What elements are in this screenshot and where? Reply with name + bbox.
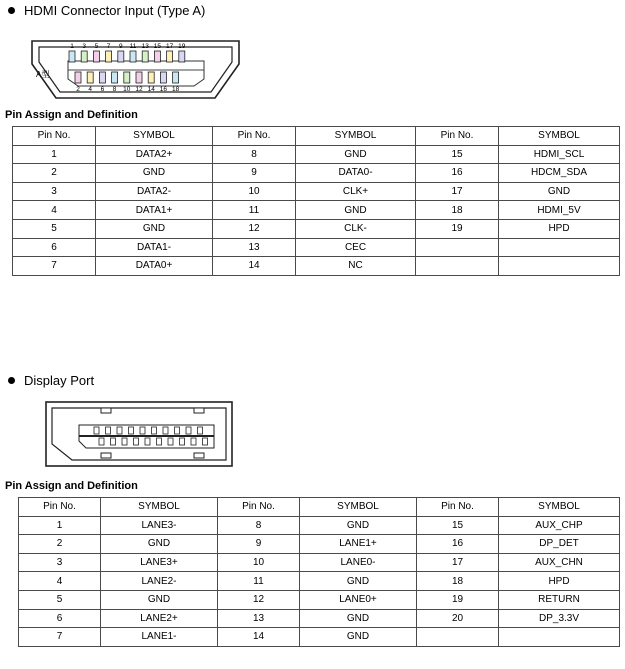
hdmi-heading (8, 3, 205, 18)
pin-symbol-cell: LANE0- (300, 553, 417, 572)
pin-number-cell: 1 (19, 516, 101, 535)
pin-number-cell: 3 (19, 553, 101, 572)
pin-number-cell: 8 (218, 516, 300, 535)
dp-pin-contact (106, 427, 111, 434)
pin-number-cell: 10 (213, 182, 296, 201)
pin-number-cell: 13 (213, 238, 296, 257)
pin-number-cell: 18 (416, 201, 499, 220)
table-row (19, 628, 620, 647)
pin-symbol-cell: GND (499, 182, 620, 201)
hdmi-pin-contact (112, 72, 118, 83)
pin-symbol-cell: DP_DET (499, 535, 620, 554)
hdmi-pin-number: 14 (147, 86, 155, 93)
pin-no-header: Pin No. (417, 498, 499, 517)
pin-symbol-cell: DATA0+ (96, 257, 213, 276)
dp-pin-contact (152, 427, 157, 434)
hdmi-pin-number: 5 (94, 43, 99, 50)
pin-symbol-cell: LANE2+ (101, 609, 218, 628)
hdmi-pin-number: 1 (70, 43, 74, 50)
table-header-row (19, 498, 620, 517)
pin-number-cell: 7 (13, 257, 96, 276)
dp-pin-contact (168, 438, 173, 445)
pin-symbol-cell: NC (296, 257, 416, 276)
pin-number-cell: 7 (19, 628, 101, 647)
hdmi-pin-number: 7 (106, 43, 111, 50)
pin-symbol-cell (499, 628, 620, 647)
pin-symbol-cell: AUX_CHP (499, 516, 620, 535)
pin-number-cell: 6 (19, 609, 101, 628)
pin-symbol-cell: HPD (499, 572, 620, 591)
pin-no-header: Pin No. (213, 127, 296, 146)
pin-symbol-cell: DATA1- (96, 238, 213, 257)
pin-number-cell: 16 (417, 535, 499, 554)
dp-pin-contact (198, 427, 203, 434)
pin-number-cell: 19 (417, 590, 499, 609)
dp-pin-contact (180, 438, 185, 445)
pin-number-cell: 12 (213, 219, 296, 238)
pin-number-cell: 14 (213, 257, 296, 276)
hdmi-pin-contact (81, 51, 87, 62)
pin-no-header: Pin No. (19, 498, 101, 517)
pin-symbol-cell: RETURN (499, 590, 620, 609)
hdmi-pin-number: 2 (76, 86, 80, 93)
pin-number-cell: 4 (19, 572, 101, 591)
pin-symbol-cell: HDCM_SDA (499, 164, 620, 183)
hdmi-pin-number: 13 (141, 43, 149, 50)
pin-no-header: Pin No. (218, 498, 300, 517)
pin-symbol-cell: GND (96, 219, 213, 238)
pin-symbol-cell: DATA0- (296, 164, 416, 183)
dp-pin-contact (134, 438, 139, 445)
dp-pin-contact (99, 438, 104, 445)
table-row (13, 145, 620, 164)
hdmi-pin-contact (148, 72, 154, 83)
pin-symbol-cell: LANE2- (101, 572, 218, 591)
pin-number-cell: 5 (19, 590, 101, 609)
hdmi-pin-contact (160, 72, 166, 83)
pin-number-cell: 2 (19, 535, 101, 554)
pin-number-cell: 12 (218, 590, 300, 609)
pin-number-cell: 3 (13, 182, 96, 201)
pin-symbol-cell: GND (96, 164, 213, 183)
pin-number-cell: 6 (13, 238, 96, 257)
hdmi-heading-text: HDMI Connector Input (Type A) (24, 3, 206, 18)
pin-number-cell: 17 (417, 553, 499, 572)
hdmi-pin-table (12, 126, 620, 276)
pin-symbol-cell: GND (300, 516, 417, 535)
hdmi-pin-number: 3 (82, 43, 87, 50)
pin-symbol-cell: GND (101, 590, 218, 609)
pin-symbol-cell: HDMI_SCL (499, 145, 620, 164)
pin-number-cell: 1 (13, 145, 96, 164)
table-row (19, 572, 620, 591)
displayport-connector-diagram (44, 400, 234, 468)
dp-pin-contact (94, 427, 99, 434)
dp-pin-contact (175, 427, 180, 434)
hdmi-pin-contact (173, 72, 179, 83)
pin-number-cell: 10 (218, 553, 300, 572)
pin-symbol-cell (499, 238, 620, 257)
symbol-header: SYMBOL (296, 127, 416, 146)
pin-number-cell: 11 (218, 572, 300, 591)
hdmi-pin-contact (118, 51, 124, 62)
pin-symbol-cell: LANE3- (101, 516, 218, 535)
dp-pin-contact (163, 427, 168, 434)
pin-symbol-cell: DATA2+ (96, 145, 213, 164)
hdmi-pin-contact (130, 51, 136, 62)
dp-pin-contact (111, 438, 116, 445)
hdmi-pin-contact (99, 72, 105, 83)
table-row (19, 516, 620, 535)
symbol-header: SYMBOL (96, 127, 213, 146)
pin-number-cell (416, 238, 499, 257)
pin-symbol-cell: AUX_CHN (499, 553, 620, 572)
pin-symbol-cell: CLK- (296, 219, 416, 238)
pin-number-cell: 4 (13, 201, 96, 220)
symbol-header: SYMBOL (499, 127, 620, 146)
hdmi-pin-number: 15 (153, 43, 162, 50)
table-row (13, 182, 620, 201)
pin-symbol-cell: LANE1+ (300, 535, 417, 554)
pin-number-cell: 20 (417, 609, 499, 628)
hdmi-pin-number: 11 (129, 43, 137, 50)
hdmi-pin-contact (167, 51, 173, 62)
bullet-icon (8, 7, 15, 14)
hdmi-pin-number: 12 (135, 86, 143, 93)
table-row (19, 535, 620, 554)
table-row (13, 238, 620, 257)
pin-symbol-cell: HPD (499, 219, 620, 238)
connector-type-label: A型 (36, 70, 50, 79)
pin-symbol-cell: CLK+ (296, 182, 416, 201)
pin-number-cell: 14 (218, 628, 300, 647)
pin-number-cell: 15 (417, 516, 499, 535)
displayport-subheading: Pin Assign and Definition (5, 480, 138, 492)
pin-number-cell: 9 (218, 535, 300, 554)
hdmi-pin-number: 9 (118, 43, 123, 50)
hdmi-pin-contact (75, 72, 81, 83)
hdmi-pin-number: 4 (88, 86, 93, 93)
hdmi-pin-number: 18 (171, 86, 180, 93)
hdmi-subheading: Pin Assign and Definition (5, 109, 138, 121)
pin-number-cell: 8 (213, 145, 296, 164)
pin-symbol-cell (499, 257, 620, 276)
pin-symbol-cell: DP_3.3V (499, 609, 620, 628)
table-row (13, 257, 620, 276)
pin-symbol-cell: DATA1+ (96, 201, 213, 220)
hdmi-pin-contact (142, 51, 148, 62)
hdmi-pin-contact (106, 51, 112, 62)
table-row (13, 219, 620, 238)
pin-no-header: Pin No. (416, 127, 499, 146)
pin-symbol-cell: DATA2- (96, 182, 213, 201)
hdmi-pin-number: 16 (159, 86, 168, 93)
table-row (19, 590, 620, 609)
symbol-header: SYMBOL (499, 498, 620, 517)
symbol-header: SYMBOL (101, 498, 218, 517)
bullet-icon (8, 377, 15, 384)
pin-number-cell: 11 (213, 201, 296, 220)
dp-pin-contact (157, 438, 162, 445)
dp-pin-contact (140, 427, 145, 434)
displayport-pin-table (18, 497, 620, 647)
pin-number-cell: 15 (416, 145, 499, 164)
pin-symbol-cell: GND (300, 609, 417, 628)
pin-symbol-cell: CEC (296, 238, 416, 257)
table-row (13, 201, 620, 220)
hdmi-pin-contact (179, 51, 185, 62)
pin-symbol-cell: LANE1- (101, 628, 218, 647)
dp-pin-contact (117, 427, 122, 434)
displayport-heading (8, 373, 94, 388)
pin-number-cell: 5 (13, 219, 96, 238)
pin-number-cell: 2 (13, 164, 96, 183)
pin-number-cell: 9 (213, 164, 296, 183)
pin-number-cell: 17 (416, 182, 499, 201)
hdmi-pin-number: 6 (100, 86, 105, 93)
pin-number-cell: 19 (416, 219, 499, 238)
pin-symbol-cell: LANE0+ (300, 590, 417, 609)
hdmi-pin-contact (87, 72, 93, 83)
displayport-heading-text: Display Port (24, 373, 95, 388)
dp-pin-contact (145, 438, 150, 445)
dp-pin-contact (186, 427, 191, 434)
pin-no-header: Pin No. (13, 127, 96, 146)
hdmi-pin-contact (69, 51, 75, 62)
pin-symbol-cell: GND (300, 628, 417, 647)
pin-number-cell: 13 (218, 609, 300, 628)
pin-number-cell: 18 (417, 572, 499, 591)
table-row (19, 609, 620, 628)
pin-symbol-cell: LANE3+ (101, 553, 218, 572)
hdmi-pin-number: 10 (123, 86, 131, 93)
pin-symbol-cell: GND (296, 145, 416, 164)
dp-pin-contact (129, 427, 134, 434)
pin-number-cell (417, 628, 499, 647)
pin-number-cell: 16 (416, 164, 499, 183)
dp-pin-contact (191, 438, 196, 445)
table-header-row (13, 127, 620, 146)
table-row (19, 553, 620, 572)
hdmi-pin-contact (93, 51, 99, 62)
hdmi-pin-contact (124, 72, 130, 83)
pin-number-cell (416, 257, 499, 276)
hdmi-connector-diagram (28, 36, 243, 102)
pin-symbol-cell: GND (296, 201, 416, 220)
pin-symbol-cell: GND (300, 572, 417, 591)
pin-symbol-cell: HDMI_5V (499, 201, 620, 220)
hdmi-pin-number: 19 (178, 43, 186, 50)
hdmi-pin-number: 8 (112, 86, 117, 93)
dp-pin-contact (122, 438, 127, 445)
hdmi-pin-contact (136, 72, 142, 83)
table-row (13, 164, 620, 183)
hdmi-pin-number: 17 (165, 43, 174, 50)
symbol-header: SYMBOL (300, 498, 417, 517)
pin-symbol-cell: GND (101, 535, 218, 554)
hdmi-pin-contact (154, 51, 160, 62)
dp-pin-contact (203, 438, 208, 445)
